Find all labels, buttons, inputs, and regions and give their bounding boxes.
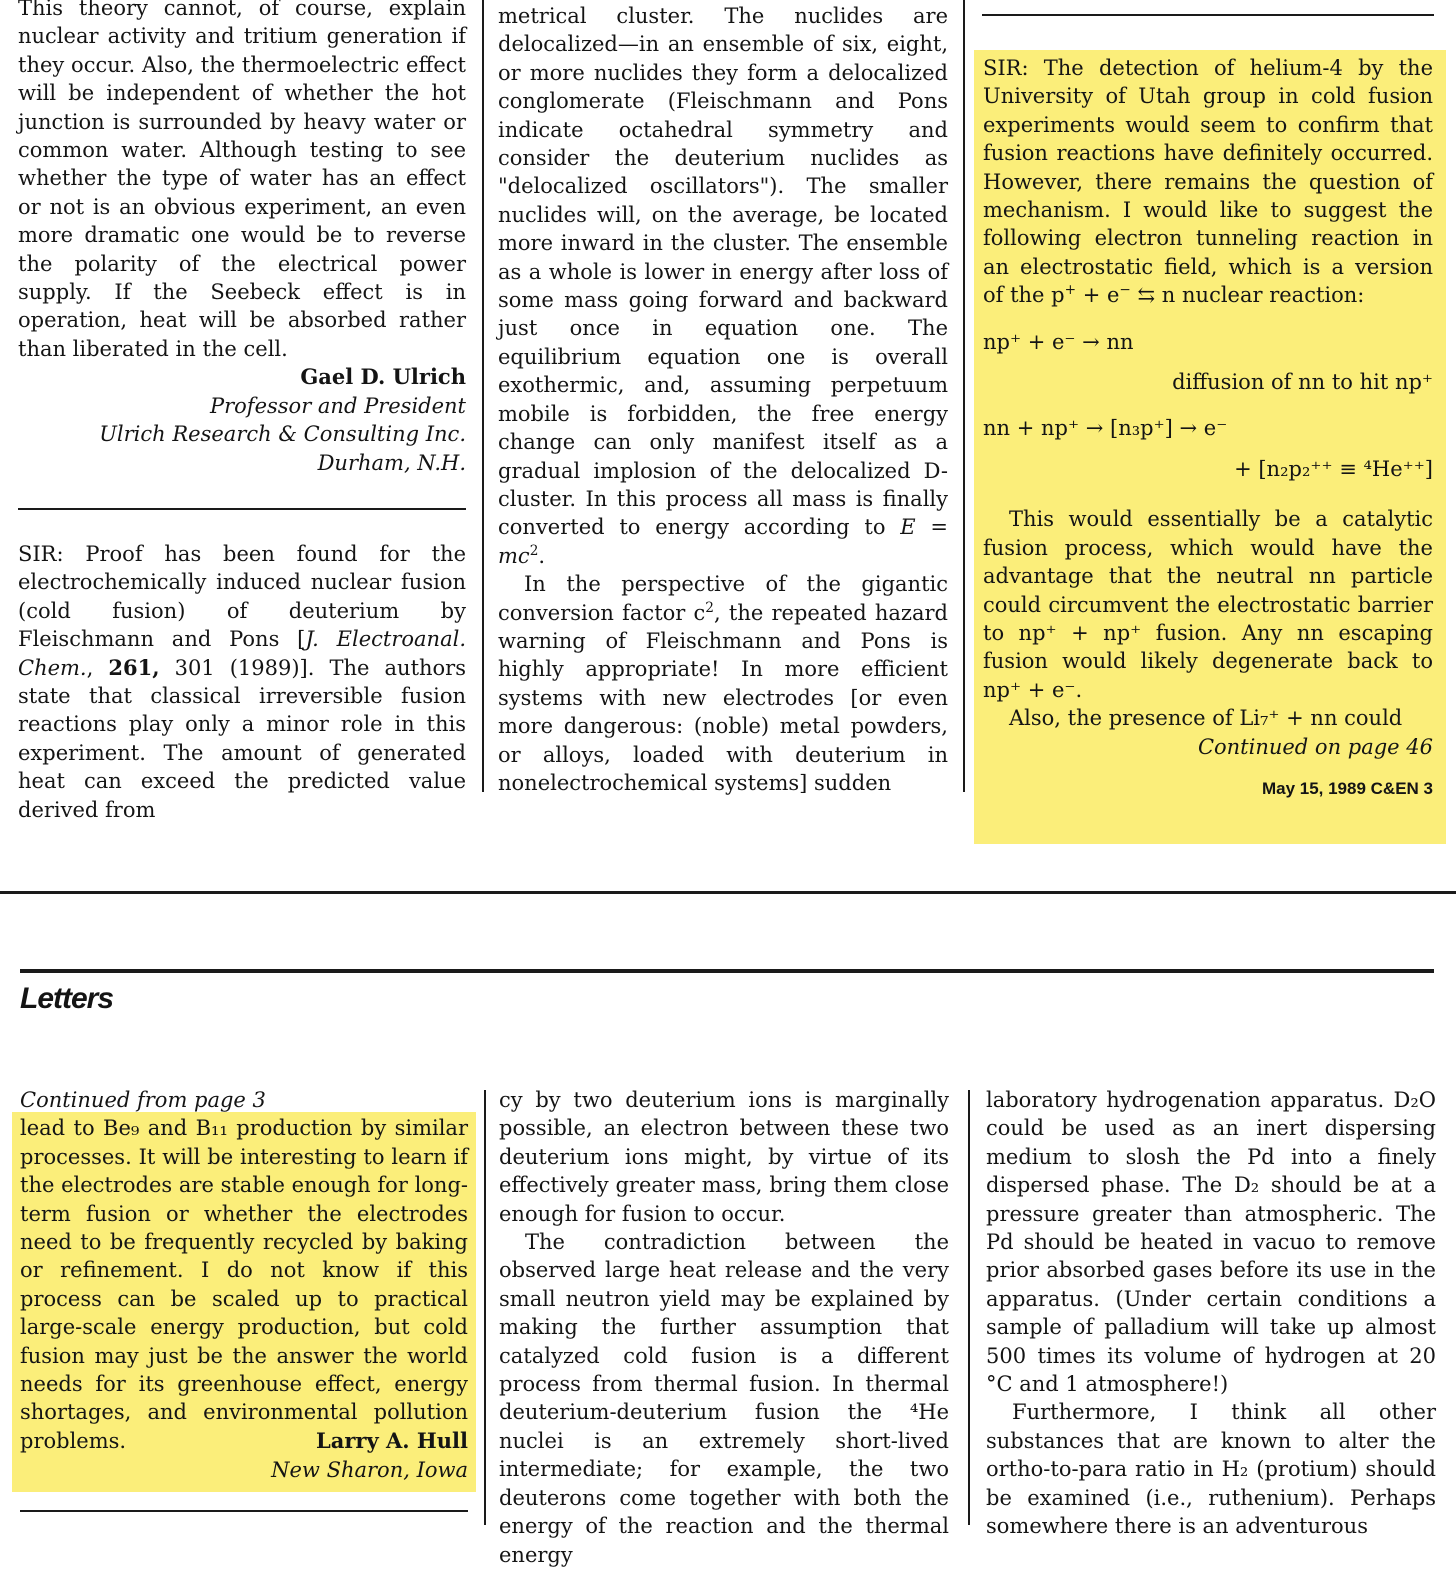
bottom-col1: [20, 1086, 468, 1484]
letters-top-rule: [20, 969, 1434, 973]
bottom-col3: [986, 1086, 1436, 1541]
equation-4: + [n₂p₂⁺⁺ ≡ ⁴He⁺⁺]: [1234, 456, 1433, 481]
signature-title: Professor and President: [209, 393, 466, 418]
column-divider-2: [963, 0, 965, 792]
col3-top-rule: [982, 14, 1434, 16]
signature-name-hull: Larry A. Hull: [316, 1428, 468, 1454]
ortho-para-paragraph: Furthermore, I think all other substances that are known to alter the ortho-to-para ratio in H₂ (protium) should be examined (i.e., ruthenium). Perhaps somewhere there is an adventurous: [986, 1400, 1436, 1539]
section-title: Letters: [20, 982, 114, 1015]
electron-mass-paragraph: cy by two deuterium ions is marginally possible, an electron between these two deuterium ions might, by virtue of its effectively greater mass, bring them close enough for fusion to occur.: [499, 1088, 949, 1226]
hull-letter-body: lead to Be₉ and B₁₁ production by similar processes. It will be interesting to learn if the electrodes are stable enough for long-term fusion or whether the electrodes need to be frequently recycled by baking or refinement. I do not know if this process can be scaled up to practical large-scale energy production, but cold fusion may just be the answer the world needs for its greenhouse effect, energy shortages, and environmental pollution problems.: [20, 1116, 468, 1453]
letter-ulrich-body: This theory cannot, of course, explain nuclear activity and tritium generation if they occur. Also, the thermoelectric effect will be independent of whether the hot junction is surrounded by heavy water or common water. Although testing to see whether the type of water has an effect or not is an obvious experiment, an even more dramatic one would be to reverse the polarity of the electrical power supply. If the Seebeck effect is in operation, heat will be absorbed rather than liberated in the cell.: [18, 0, 466, 361]
lithium-paragraph: Also, the presence of Li₇⁺ + nn could: [1009, 706, 1403, 731]
equation-2: diffusion of nn to hit np⁺: [1172, 370, 1433, 395]
bottom-column-divider-1: [484, 1090, 486, 1525]
col1-divider: [18, 508, 466, 510]
top-col3: [983, 54, 1433, 803]
column-divider-1: [482, 0, 484, 792]
top-col1-letter2: [18, 540, 466, 824]
continued-from-page: Continued from page 3: [20, 1088, 266, 1112]
signature-place: Durham, N.H.: [317, 450, 466, 475]
bottom-col2: [499, 1086, 949, 1569]
top-col2: [498, 2, 948, 797]
page-separator: [0, 891, 1456, 894]
bottom-col1-rule: [20, 1510, 468, 1512]
heat-neutron-paragraph: The contradiction between the observed large heat release and the very small neutron yield may be explained by making the further assumption that catalyzed cold fusion is a different process from thermal fusion. In thermal deuterium-deuterium fusion the ⁴He nuclei is an extremely short-lived intermediate; for example, the two deuterons come together with both the energy of the reaction and the thermal energy: [499, 1230, 949, 1567]
conversion-factor-paragraph: In the perspective of the gigantic conversion factor $c^2$, the repeated hazard warning of Fleischmann and Pons is highly appropriate! In more efficient systems with new electrodes [or even more dangerous: (noble) metal powders, or alloys, loaded with deuterium in nonelectrochemical systems] sudden: [498, 572, 948, 795]
top-col1: [18, 0, 466, 477]
equation-1: np⁺ + e⁻ → nn: [983, 329, 1134, 354]
catalytic-paragraph: This would essentially be a catalytic fusion process, which would have the advantage that the neutral nn particle could circumvent the electrostatic barrier to np⁺ + np⁺ fusion. Any nn escaping fusion would likely degenerate back to np⁺ + e⁻.: [983, 507, 1433, 702]
equation-3: nn + np⁺ → [n₃p⁺] → e⁻: [983, 416, 1228, 441]
hydrogenation-paragraph: laboratory hydrogenation apparatus. D₂O could be used as an inert dispersing medium to slosh the Pd into a finely dispersed phase. The D₂ should be at a pressure greater than atmospheric. The Pd should be heated in vacuo to remove prior absorbed gases before its use in the apparatus. (Under certain conditions a sample of palladium will take up almost 500 times its volume of hydrogen at 20 °C and 1 atmosphere!): [986, 1088, 1436, 1397]
signature-name: Gael D. Ulrich: [300, 364, 466, 390]
tunneling-intro: SIR: The detection of helium-4 by the University of Utah group in cold fusion experiments would seem to confirm that fusion reactions have definitely occurred. However, there remains the question of mechanism. I would like to suggest the following electron tunneling reaction in an electrostatic field, which is a version of the p+ + e− ⇆ n nuclear reaction:: [983, 56, 1433, 308]
page-footer: May 15, 1989 C&EN 3: [1261, 778, 1433, 798]
signature-org: Ulrich Research & Consulting Inc.: [99, 422, 466, 447]
letter-fusion-proof-body: SIR: Proof has been found for the electrochemically induced nuclear fusion (cold fusion) of deuterium by Fleischmann and Pons [J. Electroanal. Chem., 261, 301 (1989)]. The authors state that classical irreversible fusion reactions play only a minor role in this experiment. The amount of generated heat can exceed the predicted value derived from: [18, 542, 466, 822]
continued-on-page: Continued on page 46: [1197, 734, 1433, 759]
delocalized-cluster-paragraph: metrical cluster. The nuclides are delocalized—in an ensemble of six, eight, or more nuclides they form a delocalized conglomerate (Fleischmann and Pons indicate octahedral symmetry and consider the deuterium nuclides as "delocalized oscillators"). The smaller nuclides will, on the average, be located more inward in the cluster. The ensemble as a whole is lower in energy after loss of some mass going forward and backward just once in equation one. The equilibrium equation one is overall exothermic, and, assuming perpetuum mobile is forbidden, the free energy change can only manifest itself as a gradual implosion of the delocalized D-cluster. In this process all mass is finally converted to energy according to $E = mc^2$.: [498, 4, 948, 568]
signature-place-hull: New Sharon, Iowa: [271, 1457, 468, 1482]
bottom-column-divider-2: [968, 1090, 970, 1525]
